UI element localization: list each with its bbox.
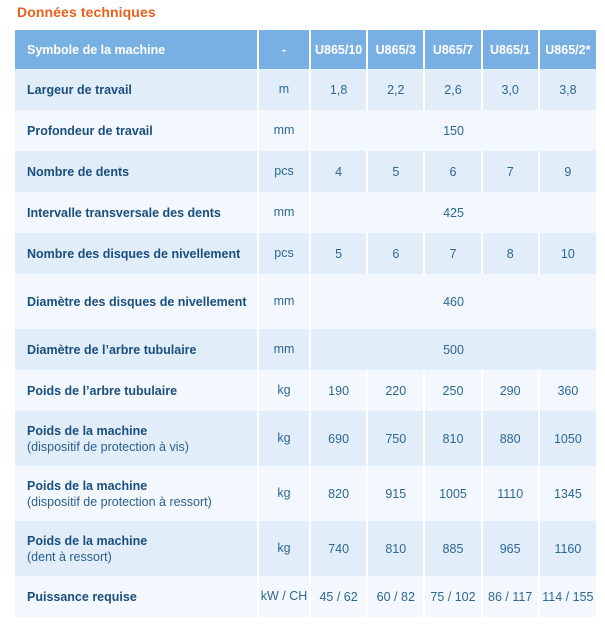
row-value-4: 360 (539, 370, 596, 411)
row-value-2: 2,6 (424, 69, 481, 110)
row-value-2: 885 (424, 521, 481, 576)
row-label: Nombre des disques de nivellement (15, 233, 258, 274)
column-header-machine-1: U865/3 (367, 30, 424, 69)
row-value-1: 750 (367, 411, 424, 466)
table-row (15, 69, 596, 110)
row-unit: m (258, 69, 310, 110)
row-value-1: 2,2 (367, 69, 424, 110)
table-row (15, 274, 596, 329)
table-row (15, 151, 596, 192)
row-value-0: 1,8 (310, 69, 367, 110)
row-value-0: 45 / 62 (310, 576, 367, 617)
row-label: Nombre de dents (15, 151, 258, 192)
table-row (15, 466, 596, 521)
row-value-2: 75 / 102 (424, 576, 481, 617)
row-value-1: 60 / 82 (367, 576, 424, 617)
column-header-machine-symbol: Symbole de la machine (15, 30, 258, 69)
row-value-4: 10 (539, 233, 596, 274)
row-label-sub: (dispositif de protection à vis) (27, 439, 189, 454)
row-unit: kg (258, 466, 310, 521)
row-value-4: 1345 (539, 466, 596, 521)
row-label: Poids de la machine (dent à ressort) (15, 521, 258, 576)
page-title: Données techniques (17, 4, 156, 20)
row-value-0: 190 (310, 370, 367, 411)
row-label: Profondeur de travail (15, 110, 258, 151)
row-value-3: 3,0 (482, 69, 539, 110)
column-header-machine-0: U865/10 (310, 30, 367, 69)
row-unit: mm (258, 192, 310, 233)
row-label: Intervalle transversale des dents (15, 192, 258, 233)
column-header-machine-2: U865/7 (424, 30, 481, 69)
row-value-2: 6 (424, 151, 481, 192)
row-label: Largeur de travail (15, 69, 258, 110)
row-unit: kW / CH (258, 576, 310, 617)
row-value-4: 1160 (539, 521, 596, 576)
row-value-merged: 460 (310, 274, 596, 329)
row-value-3: 86 / 117 (482, 576, 539, 617)
table-row (15, 370, 596, 411)
row-unit: kg (258, 370, 310, 411)
row-value-1: 810 (367, 521, 424, 576)
row-value-2: 810 (424, 411, 481, 466)
row-value-merged: 500 (310, 329, 596, 370)
column-header-machine-3: U865/1 (482, 30, 539, 69)
row-unit: mm (258, 274, 310, 329)
row-value-0: 4 (310, 151, 367, 192)
table-header-row (15, 30, 596, 69)
technical-data-table (15, 30, 596, 617)
row-unit: mm (258, 110, 310, 151)
table-body (15, 69, 596, 617)
row-value-1: 5 (367, 151, 424, 192)
column-header-unit: - (258, 30, 310, 69)
row-label: Diamètre de l’arbre tubulaire (15, 329, 258, 370)
row-label: Poids de l’arbre tubulaire (15, 370, 258, 411)
row-label: Puissance requise (15, 576, 258, 617)
row-value-4: 1050 (539, 411, 596, 466)
row-value-merged: 425 (310, 192, 596, 233)
table-row (15, 411, 596, 466)
row-value-2: 250 (424, 370, 481, 411)
row-value-0: 5 (310, 233, 367, 274)
row-label-sub: (dispositif de protection à ressort) (27, 494, 212, 509)
row-unit: pcs (258, 233, 310, 274)
table-row (15, 192, 596, 233)
row-unit: kg (258, 411, 310, 466)
row-unit: kg (258, 521, 310, 576)
row-value-3: 965 (482, 521, 539, 576)
table-row (15, 521, 596, 576)
row-value-1: 220 (367, 370, 424, 411)
row-value-3: 7 (482, 151, 539, 192)
row-value-2: 7 (424, 233, 481, 274)
column-header-machine-4: U865/2* (539, 30, 596, 69)
row-label: Poids de la machine (dispositif de protection à ressort) (15, 466, 258, 521)
table-row (15, 110, 596, 151)
table-row (15, 576, 596, 617)
row-label-sub: (dent à ressort) (27, 549, 112, 564)
row-value-3: 290 (482, 370, 539, 411)
row-value-4: 9 (539, 151, 596, 192)
row-unit: mm (258, 329, 310, 370)
table-row (15, 329, 596, 370)
row-value-merged: 150 (310, 110, 596, 151)
row-value-0: 690 (310, 411, 367, 466)
row-value-4: 3,8 (539, 69, 596, 110)
row-unit: pcs (258, 151, 310, 192)
row-label: Poids de la machine (dispositif de protection à vis) (15, 411, 258, 466)
row-label: Diamètre des disques de nivellement (15, 274, 258, 329)
row-value-0: 820 (310, 466, 367, 521)
row-value-1: 6 (367, 233, 424, 274)
table-row (15, 233, 596, 274)
row-value-3: 8 (482, 233, 539, 274)
row-value-1: 915 (367, 466, 424, 521)
row-value-3: 880 (482, 411, 539, 466)
row-value-2: 1005 (424, 466, 481, 521)
row-value-3: 1110 (482, 466, 539, 521)
row-value-4: 114 / 155 (539, 576, 596, 617)
row-value-0: 740 (310, 521, 367, 576)
table-header (15, 30, 596, 69)
